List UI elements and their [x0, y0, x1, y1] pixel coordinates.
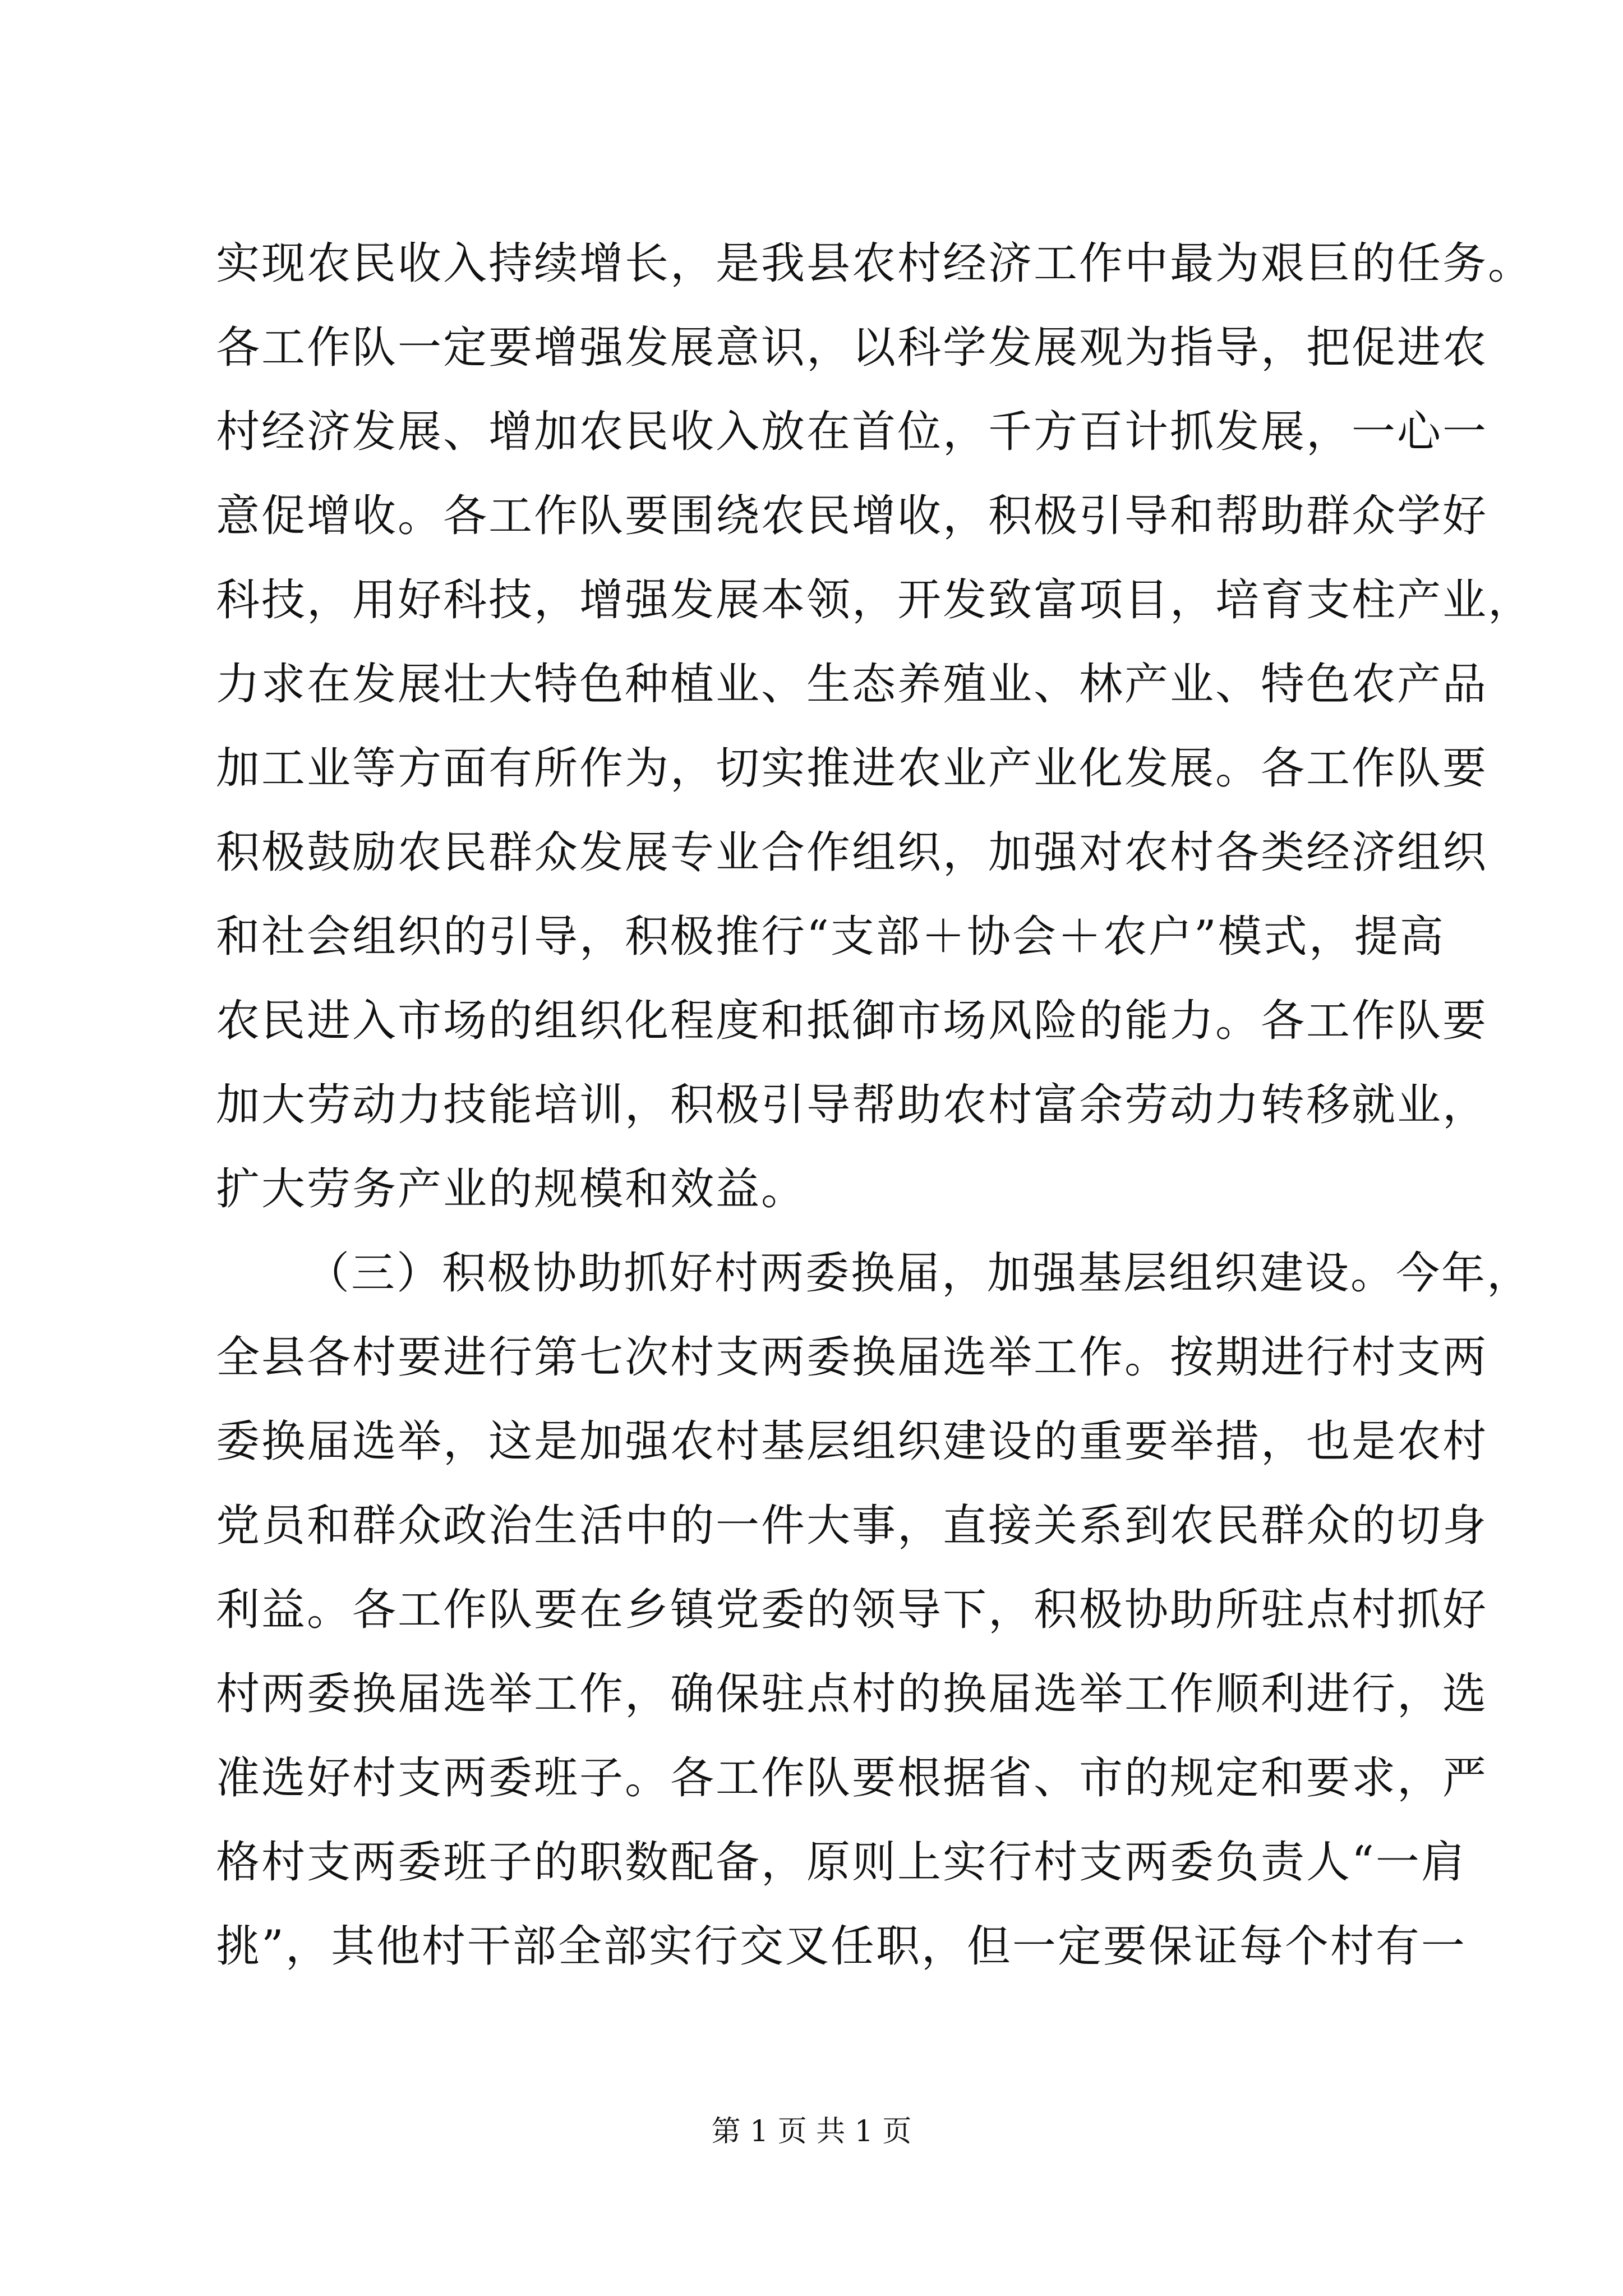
text-line: 力求在发展壮大特色种植业、生态养殖业、林产业、特色农产品 [216, 659, 1488, 710]
text-line: 加大劳动力技能培训，积极引导帮助农村富余劳动力转移就业， [216, 1080, 1488, 1130]
text-line: 科技，用好科技，增强发展本领，开发致富项目，培育支柱产业， [216, 575, 1534, 625]
text-line: 和社会组织的引导，积极推行“支部＋协会＋农户”模式，提高 [216, 912, 1445, 962]
text-line: 村两委换届选举工作，确保驻点村的换届选举工作顺利进行，选 [216, 1669, 1488, 1719]
text-line: 扩大劳务产业的规模和效益。 [216, 1164, 807, 1214]
text-line: 利益。各工作队要在乡镇党委的领导下，积极协助所驻点村抓好 [216, 1585, 1488, 1635]
text-line: 挑”，其他村干部全部实行交叉任职，但一定要保证每个村有一 [216, 1921, 1467, 1972]
text-line: 各工作队一定要增强发展意识，以科学发展观为指导，把促进农 [216, 323, 1488, 373]
text-line: 委换届选举，这是加强农村基层组织建设的重要举措，也是农村 [216, 1416, 1488, 1467]
text-line: 积极鼓励农民群众发展专业合作组织，加强对农村各类经济组织 [216, 827, 1488, 878]
text-line: 村经济发展、增加农民收入放在首位，千方百计抓发展，一心一 [216, 407, 1488, 457]
text-line: 党员和群众政治生活中的一件大事，直接关系到农民群众的切身 [216, 1501, 1488, 1551]
text-line: 意促增收。各工作队要围绕农民增收，积极引导和帮助群众学好 [216, 491, 1488, 541]
text-line: 格村支两委班子的职数配备，原则上实行村支两委负责人“一肩 [216, 1837, 1467, 1888]
text-line: 加工业等方面有所作为，切实推进农业产业化发展。各工作队要 [216, 743, 1488, 794]
text-line: 全县各村要进行第七次村支两委换届选举工作。按期进行村支两 [216, 1332, 1488, 1383]
text-line: 准选好村支两委班子。各工作队要根据省、市的规定和要求，严 [216, 1753, 1488, 1803]
text-line: 实现农民收入持续增长，是我县农村经济工作中最为艰巨的任务。 [216, 238, 1534, 289]
text-line: 农民进入市场的组织化程度和抵御市场风险的能力。各工作队要 [216, 996, 1488, 1046]
section-heading-line: （三）积极协助抓好村两委换届，加强基层组织建设。今年， [306, 1248, 1533, 1299]
page-footer: 第 1 页 共 1 页 [711, 2115, 912, 2148]
